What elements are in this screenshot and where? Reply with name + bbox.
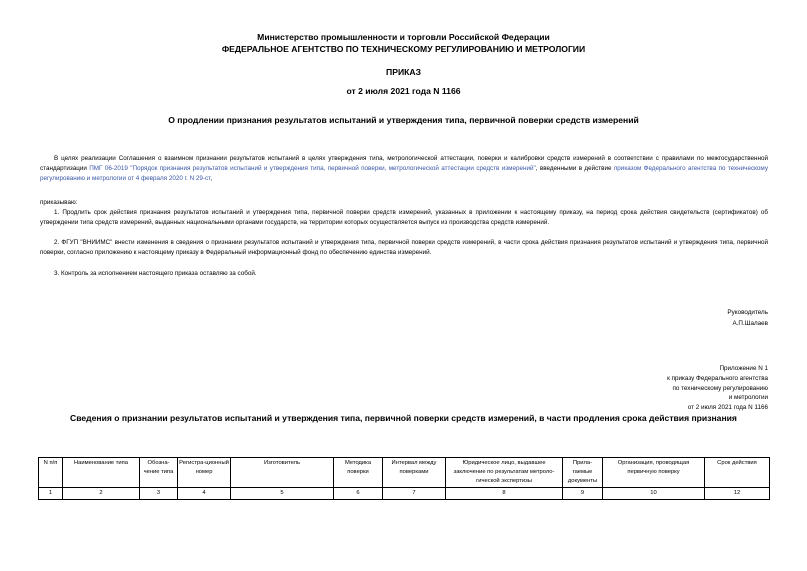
ministry-name: Министерство промышленности и торговли Российской Федерации [257, 32, 550, 42]
number-cell: 3 [140, 488, 178, 500]
order-word: приказываю: [40, 199, 78, 206]
appendix-line-3: по техническому регулированию [672, 384, 768, 392]
header-cell: Прила-гаемые документы [563, 458, 603, 488]
header-cell: Срок действия [705, 458, 770, 488]
appendix-line-1: Приложение N 1 [719, 365, 768, 372]
number-cell: 7 [383, 488, 446, 500]
number-cell: 6 [334, 488, 383, 500]
table-header-row [39, 458, 770, 488]
header-cell: Методика поверки [334, 458, 383, 488]
number-cell: 8 [446, 488, 563, 500]
intro-paragraph [40, 154, 768, 184]
header-cell: Наименование типа [63, 458, 140, 488]
header-cell: Организация, проводящая первичную поверку [603, 458, 705, 488]
number-cell: 9 [563, 488, 603, 500]
agency-name: ФЕДЕРАЛЬНОЕ АГЕНТСТВО ПО ТЕХНИЧЕСКОМУ РЕГУЛИРОВАНИЮ И МЕТРОЛОГИИ [221, 44, 586, 54]
appendix-table [38, 457, 770, 500]
header-cell: Интервал между поверками [383, 458, 446, 488]
order-date: от 2 июля 2021 года N 1166 [346, 86, 461, 96]
number-cell: 2 [63, 488, 140, 500]
signature-name: А.П.Шалаев [732, 320, 768, 327]
intro-text-3: , [210, 175, 213, 182]
item-1: 1. Продлить срок действия признания результатов испытаний и утверждения типа, первичной поверки средств измерений, указанных в приложении к настоящему приказу, на период срока действия свидетельств (сертификатов) об утверждении типа средств измерений, выданных национальными органами государств, на территории которых осуществляется выпуск из производства средств измерений. [40, 209, 768, 226]
order-heading: ПРИКАЗ [386, 67, 421, 77]
order-subject: О продлении признания результатов испытаний и утверждения типа, первичной поверки средств измерений [168, 115, 639, 125]
header-cell: N п/п [39, 458, 63, 488]
appendix-line-2: к приказу Федерального агентства [667, 374, 768, 382]
appendix-title: Сведения о признании результатов испытаний и утверждения типа, первичной поверки средств измерений, в части продления срока действия признания [70, 413, 737, 423]
appendix-line-4: и метрологии [728, 394, 768, 402]
header-cell: Регистра-ционный номер [178, 458, 231, 488]
intro-text-2: , введенными в действие [535, 165, 614, 172]
header-cell: Обозна-чение типа [140, 458, 178, 488]
header-cell: Изготовитель [231, 458, 334, 488]
number-cell: 12 [705, 488, 770, 500]
order-link[interactable]: приказом Федерального агентства по техническому регулированию и метрологии от 4 февраля 2020 г. N 29-ст [40, 165, 768, 182]
number-cell: 1 [39, 488, 63, 500]
number-cell: 10 [603, 488, 705, 500]
number-cell: 5 [231, 488, 334, 500]
signature-role: Руководитель [727, 309, 768, 316]
number-cell: 4 [178, 488, 231, 500]
intro-text-1: В целях реализации Соглашения о взаимном признании результатов испытаний в целях утверждения типа, метрологической аттестации, поверки и калибровки средств измерений в соответствии с правилами по межгосударственной стандартизации [40, 155, 768, 172]
item-2: 2. ФГУП "ВНИИМС" внести изменения в сведения о признании результатов испытаний и утверждения типа, первичной поверки средств измерений, в части срока действия признания результатов испытаний и утверждения типа, первичной поверки, согласно приложению к настоящему приказу в Федеральный информационный фонд по обеспечению единства измерений. [40, 239, 768, 256]
table-number-row [39, 488, 770, 500]
appendix-line-5: от 2 июля 2021 года N 1166 [687, 404, 768, 412]
item-3: 3. Контроль за исполнением настоящего приказа оставляю за собой. [54, 270, 257, 277]
header-cell: Юридическое лицо, выдавшее заключение по результатам метроло-гической экспертизы [446, 458, 563, 488]
pmg-link[interactable]: ПМГ 06-2019 "Порядок признания результатов испытаний и утверждения типа, первичной поверки, метрологической аттестации средств измерений" [89, 165, 536, 172]
appendix-block [667, 364, 768, 413]
